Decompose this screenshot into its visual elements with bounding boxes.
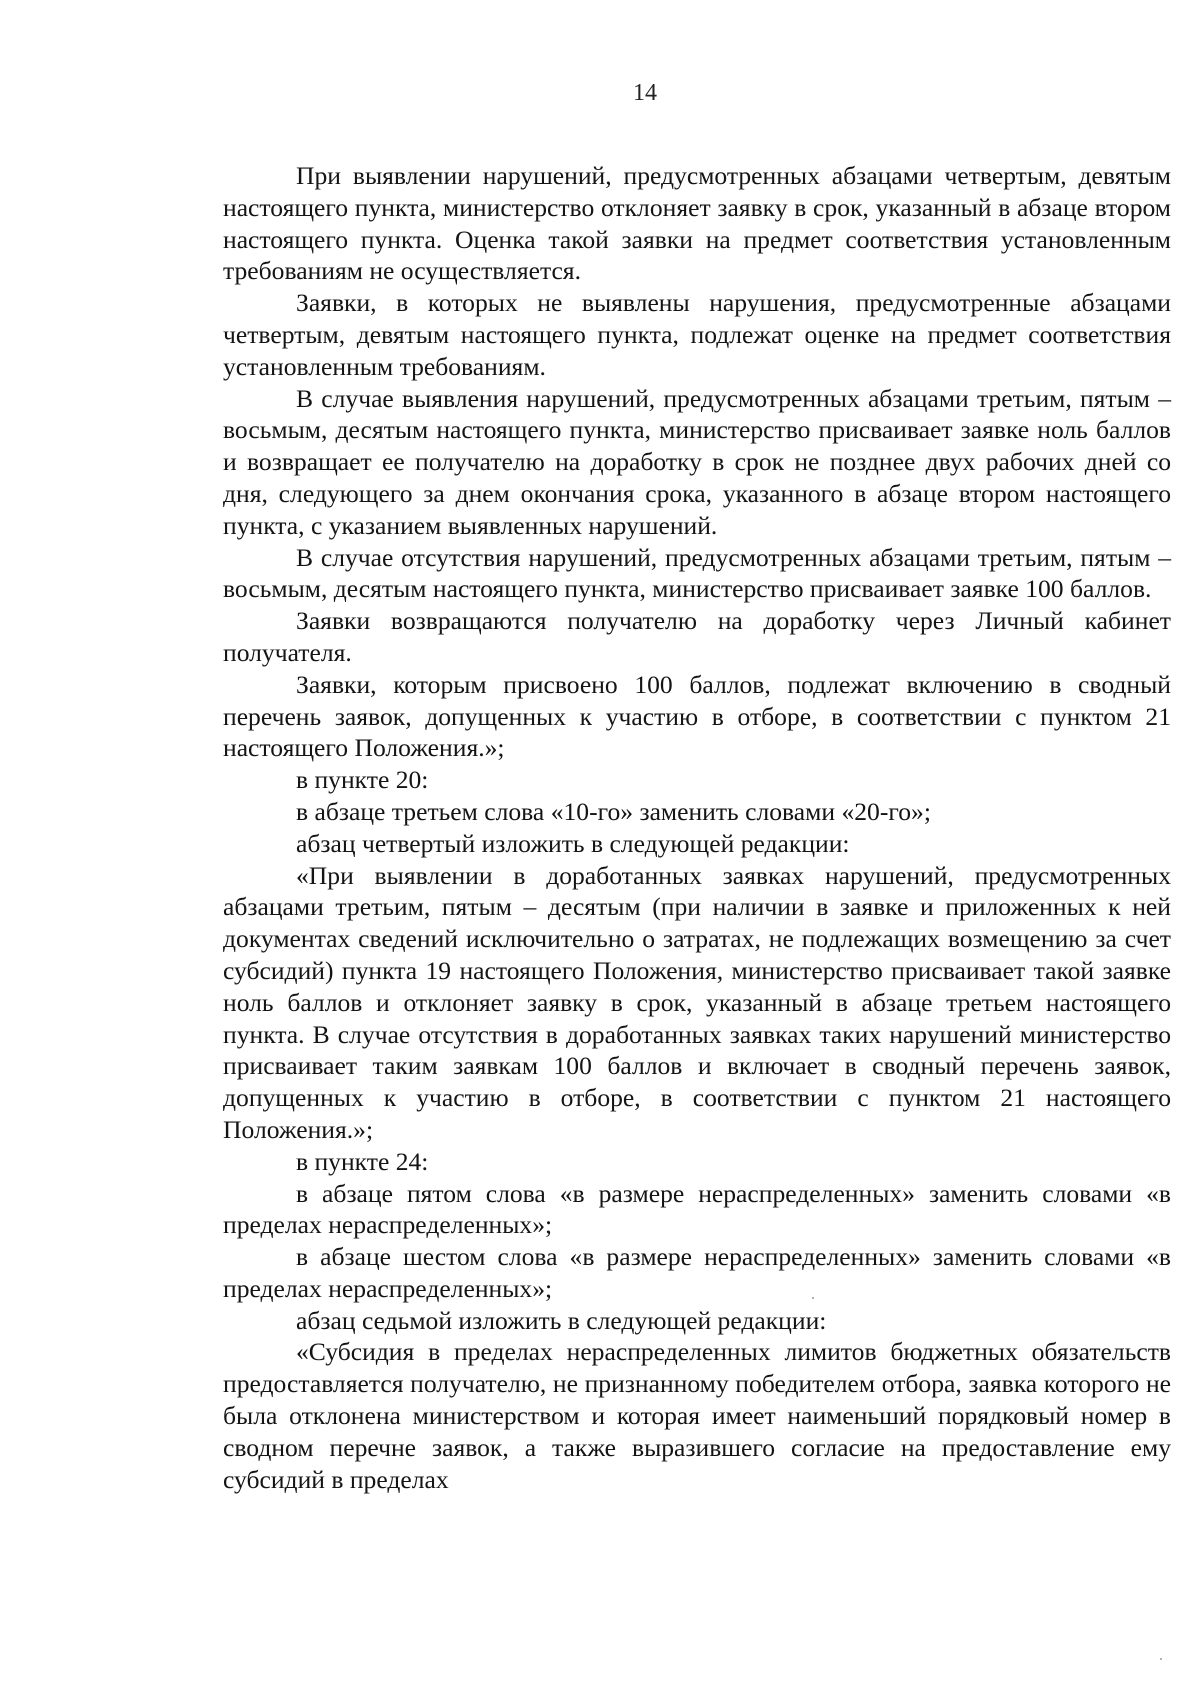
paragraph: в абзаце шестом слова «в размере нераспределенных» заменить словами «в пределах нераспределенных»; <box>223 1242 1171 1303</box>
paragraph: в пункте 20: <box>296 765 429 795</box>
paragraph: в пункте 24: <box>296 1146 429 1176</box>
scan-artifact <box>812 1297 814 1299</box>
paragraph: Заявки, которым присвоено 100 баллов, подлежат включению в сводный перечень заявок, допущенных к участию в отборе, в соответствии с пунктом 21 настоящего Положения.»; <box>223 669 1171 763</box>
paragraph: В случае выявления нарушений, предусмотренных абзацами третьим, пятым – восьмым, десятым настоящего пункта, министерство присваивает заявке ноль баллов и возвращает ее получателю на доработку в срок не позднее двух рабочих дней со дня, следующего за днем окончания срока, указанного в абзаце втором настоящего пункта, с указанием выявленных нарушений. <box>223 383 1171 540</box>
paragraph: абзац седьмой изложить в следующей редакции: <box>296 1305 827 1335</box>
scan-artifact <box>1160 1658 1162 1660</box>
paragraph: При выявлении нарушений, предусмотренных абзацами четвертым, девятым настоящего пункта, министерство отклоняет заявку в срок, указанный в абзаце втором настоящего пункта. Оценка такой заявки на предмет соответствия установленным требованиям не осуществляется. <box>223 161 1171 286</box>
paragraph: «При выявлении в доработанных заявках нарушений, предусмотренных абзацами третьим, пятым – десятым (при наличии в заявке и приложенных к ней документах сведений исключительно о затратах, не подлежащих возмещению за счет субсидий) пункта 19 настоящего Положения, министерство присваивает такой заявке ноль баллов и отклоняет заявку в срок, указанный в абзаце третьем настоящего пункта. В случае отсутствия в доработанных заявках таких нарушений министерство присваивает таким заявкам 100 баллов и включает в сводный перечень заявок, допущенных к участию в отборе, в соответствии с пунктом 21 настоящего Положения.»; <box>223 860 1171 1144</box>
paragraph: абзац четвертый изложить в следующей редакции: <box>296 828 850 858</box>
paragraph: в абзаце пятом слова «в размере нераспределенных» заменить словами «в пределах нераспределенных»; <box>223 1178 1171 1240</box>
document-body <box>223 160 1171 1495</box>
page-number: 14 <box>633 80 657 106</box>
paragraph: «Субсидия в пределах нераспределенных лимитов бюджетных обязательств предоставляется получателю, не признанному победителем отбора, заявка которого не была отклонена министерством и которая имеет наименьший порядковый номер в сводном перечне заявок, а также выразившего согласие на предоставление ему субсидий в пределах <box>223 1337 1171 1494</box>
paragraph: Заявки, в которых не выявлены нарушения, предусмотренные абзацами четвертым, девятым настоящего пункта, подлежат оценке на предмет соответствия установленным требованиям. <box>223 288 1171 381</box>
paragraph: в абзаце третьем слова «10-го» заменить словами «20-го»; <box>296 796 931 826</box>
paragraph: В случае отсутствия нарушений, предусмотренных абзацами третьим, пятым – восьмым, десятым настоящего пункта, министерство присваивает заявке 100 баллов. <box>223 542 1171 604</box>
paragraph: Заявки возвращаются получателю на доработку через Личный кабинет получателя. <box>223 606 1171 667</box>
